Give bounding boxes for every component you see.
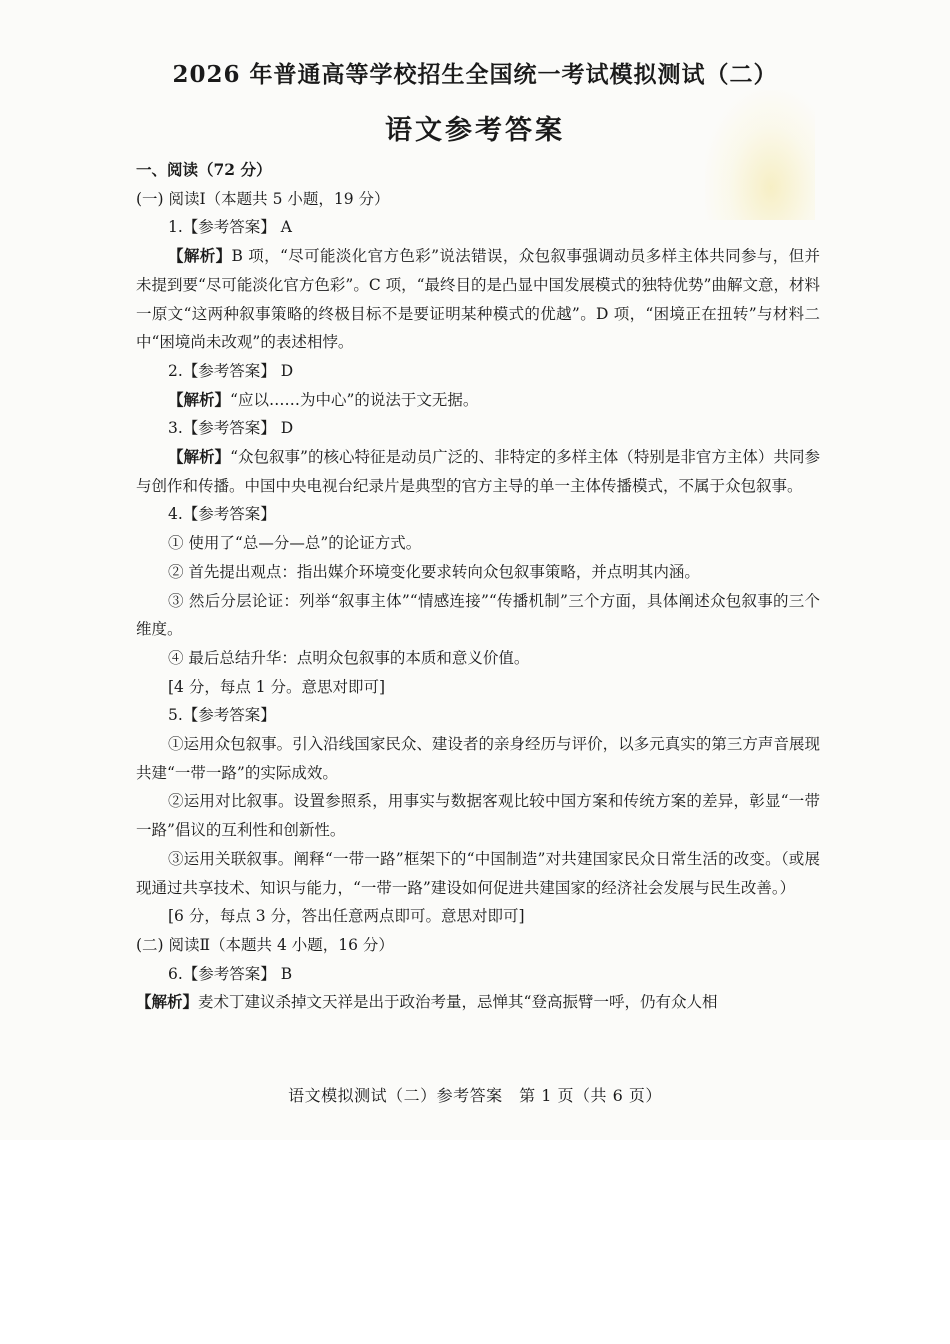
answer-value: B — [280, 964, 293, 983]
analysis-tag: 【解析】 — [168, 389, 231, 409]
subject-title: 语文参考答案 — [385, 115, 565, 146]
question-3-analysis — [136, 443, 820, 500]
question-4-point: ④ 最后总结升华：点明众包叙事的本质和意义价值。 — [168, 648, 530, 667]
answer-label: 1.【参考答案】 — [168, 218, 276, 237]
question-3-answer — [136, 414, 820, 443]
question-2-answer — [136, 357, 820, 386]
analysis-tag: 【解析】 — [168, 447, 231, 467]
question-4-point: ① 使用了“总—分—总”的论证方式。 — [168, 534, 422, 553]
exam-title: 2026 年普通高等学校招生全国统一考试模拟测试（二） — [172, 61, 778, 88]
analysis-tag: 【解析】 — [136, 992, 199, 1012]
question-5-point: ③运用关联叙事。阐释“一带一路”框架下的“中国制造”对共建国家民众日常生活的改变。（或展现通过共享技术、知识与能力，“一带一路”建设如何促进共建国家的经济社会发展与民生改善。） — [136, 849, 820, 897]
question-4-point: ② 首先提出观点：指出媒介环境变化要求转向众包叙事策略，并点明其内涵。 — [168, 562, 700, 581]
analysis-text: 麦术丁建议杀掉文天祥是出于政治考量，忌惮其“登高振臂一呼，仍有众人相 — [198, 993, 718, 1012]
question-6-analysis — [136, 988, 820, 1017]
analysis-text: “应以……为中心”的说法于文无据。 — [230, 390, 479, 409]
question-4-answer: 4.【参考答案】 — [168, 505, 276, 524]
question-5-scoring: [6 分，每点 3 分，答出任意两点即可。意思对即可] — [168, 907, 525, 926]
question-6-answer — [136, 960, 820, 989]
answer-label: 2.【参考答案】 — [168, 361, 276, 380]
answer-label: 3.【参考答案】 — [168, 419, 276, 438]
question-5-point: ②运用对比叙事。设置参照系，用事实与数据客观比较中国方案和传统方案的差异，彰显“一带一路”倡议的互利性和创新性。 — [136, 792, 820, 840]
analysis-tag: 【解析】 — [168, 246, 232, 266]
answer-value: A — [280, 218, 292, 237]
analysis-text: “众包叙事”的核心特征是动员广泛的、非特定的多样主体（特别是非官方主体）共同参与创作和传播。中国中央电视台纪录片是典型的官方主导的单一主体传播模式，不属于众包叙事。 — [136, 448, 820, 495]
question-1-answer — [136, 213, 820, 242]
question-1-analysis — [136, 242, 820, 357]
answer-value: D — [280, 361, 294, 380]
answer-value: D — [280, 419, 294, 438]
part-heading-1: (一) 阅读Ⅰ（本题共 5 小题，19 分） — [136, 189, 390, 208]
part-heading-2: (二) 阅读Ⅱ（本题共 4 小题，16 分） — [136, 935, 394, 954]
page-footer: 语文模拟测试（二）参考答案 第 1 页（共 6 页） — [288, 1086, 662, 1105]
question-5-point: ①运用众包叙事。引入沿线国家民众、建设者的亲身经历与评价，以多元真实的第三方声音展现共建“一带一路”的实际成效。 — [136, 735, 820, 782]
answer-content — [136, 156, 820, 1017]
analysis-text: B 项，“尽可能淡化官方色彩”说法错误，众包叙事强调动员多样主体共同参与，但并未提到要“尽可能淡化官方色彩”。C 项，“最终目的是凸显中国发展模式的独特优势”曲解文意，材料一原文“这两种叙事策略的终极目标不是要证明某种模式的优越”。D 项，“困境正在扭转”与材料二中“困境尚未改观”的表述相悖。 — [136, 247, 820, 352]
question-2-analysis — [136, 386, 820, 415]
question-5-answer: 5.【参考答案】 — [168, 706, 276, 725]
section-heading: 一、阅读（72 分） — [136, 160, 272, 179]
question-4-point: ③ 然后分层论证：列举“叙事主体”“情感连接”“传播机制”三个方面，具体阐述众包叙事的三个维度。 — [136, 591, 820, 639]
answer-label: 6.【参考答案】 — [168, 964, 276, 983]
question-4-scoring: [4 分，每点 1 分。意思对即可] — [168, 677, 386, 696]
